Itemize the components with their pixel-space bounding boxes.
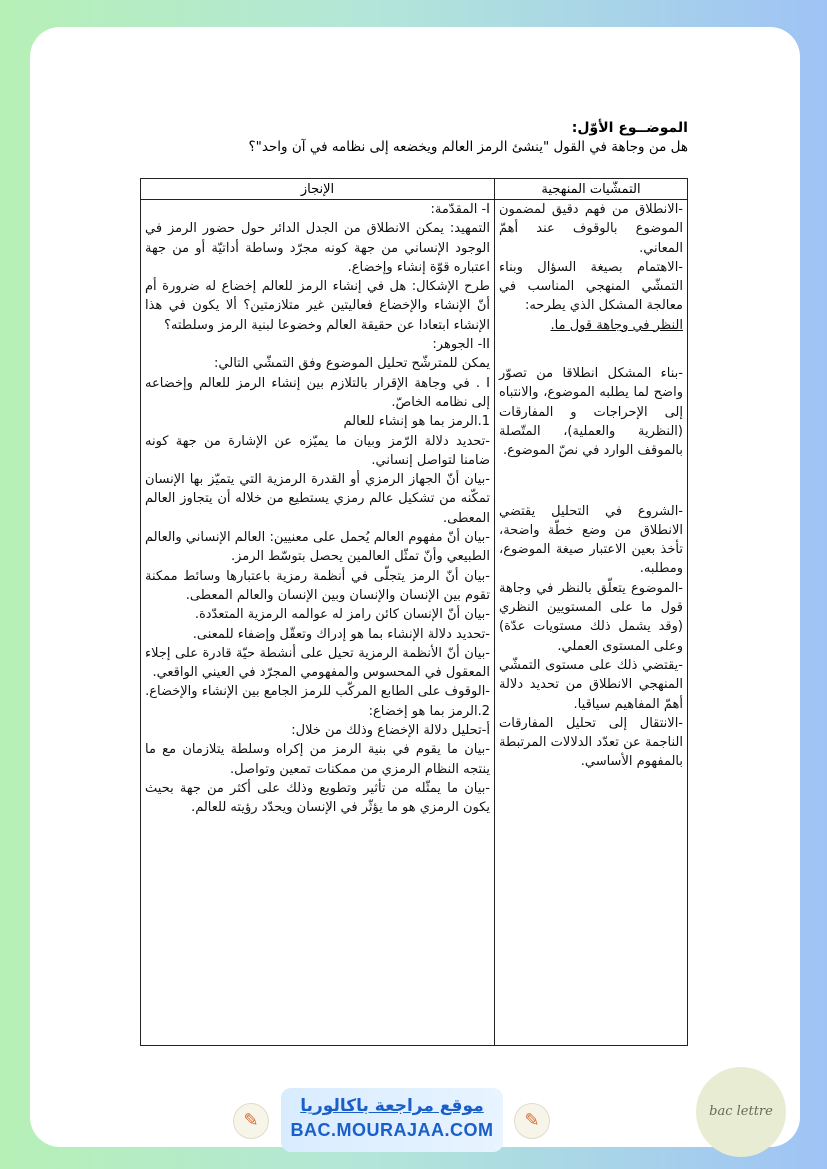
bac-lettre-logo: bac lettre	[696, 1067, 786, 1157]
achievement-text	[145, 200, 490, 818]
achievement-line: 1.الرمز بما هو إنشاء للعالم	[343, 414, 490, 430]
achievement-cell	[141, 200, 495, 1046]
site-link[interactable]	[281, 1088, 503, 1152]
answer-table	[140, 178, 688, 1046]
method-line: -الانطلاق من فهم دقيق لمضمون الموضوع بالوقوف عند أهمّ المعاني.	[499, 202, 683, 256]
achievement-line: أ-تحليل دلالة الإخضاع وذلك من خلال:	[291, 723, 490, 739]
methodology-cell	[495, 200, 688, 1046]
achievement-line: -بيان أنّ الإنسان كائن رامز له عوالمه الرمزية المتعدّدة.	[194, 607, 490, 623]
achievement-line: -بيان أنّ مفهوم العالم يُحمل على معنيين: العالم الإنساني والعالم الطبيعي وأنّ تمثّل العالمين يحصل بتوسّط الرمز.	[145, 530, 490, 565]
header-methodology: التمشّيات المنهجية	[495, 179, 688, 200]
achievement-line: 2.الرمز بما هو إخضاع:	[368, 703, 490, 719]
achievement-line: II- الجوهر:	[432, 337, 490, 353]
site-name-arabic[interactable]: موقع مراجعة باكالوريا	[300, 1096, 484, 1116]
methodology-text	[499, 200, 683, 772]
achievement-line: -بيان أنّ الجهاز الرمزي أو القدرة الرمزية التي يتميّز بها الإنسان تمكّنه من تشكيل عالم رمزي يستطيع من خلاله أن يتجاوز العالم المعطى.	[145, 472, 490, 526]
achievement-line: يمكن للمترشّح تحليل الموضوع وفق التمشّي التالي:	[214, 356, 490, 372]
achievement-line: -بيان ما يمثّله من تأثير وتطويع وذلك على أكثر من جهة بحيث يكون الرمزي هو ما يؤثّر في الإنسان ويحدّد رؤيته للعالم.	[145, 780, 490, 816]
book-icon: ✎	[233, 1103, 269, 1139]
method-line: -الانتقال إلى تحليل المفارقات الناجمة عن تعدّد الدلالات المرتبطة بالمفهوم الأساسي.	[499, 715, 683, 770]
achievement-line: I- المقدّمة:	[430, 202, 490, 217]
method-line: -بناء المشكل انطلاقا من تصوّر واضح لما يطلبه الموضوع، والانتباه إلى الإحراجات و المفارقات (النظرية والعملية)، المتّصلة بالموقف الوارد في نصّ الموضوع.	[499, 366, 683, 459]
site-domain[interactable]: BAC.MOURAJAA.COM	[290, 1120, 494, 1140]
achievement-line: -بيان أنّ الرمز يتجلّى في أنظمة رمزية باعتبارها وسائط ممكنة تقوم بين الإنسان والإنسان وبين الإنسان والعالم المعطى.	[145, 568, 490, 603]
achievement-line: التمهيد: يمكن الانطلاق من الجدل الدائر حول حضور الرمز في الوجود الإنساني من جهة كونه مجرّد وساطة أداتيّة أو من جهة اعتباره قوّة إنشاء وإخضاع.	[145, 221, 490, 275]
topic-heading: الموضــوع الأوّل:	[571, 120, 688, 136]
method-underlined: النظر في وجاهة قول ما.	[550, 317, 683, 333]
method-line: -الموضوع يتعلّق بالنظر في وجاهة قول ما على المستويين النظري (وقد يشمل ذلك مستويات عدّة) وعلى المستوى العملي.	[499, 580, 683, 654]
achievement-line: -تحديد دلالة الإنشاء بما هو إدراك وتعقّل وإضفاء للمعنى.	[192, 626, 490, 642]
achievement-line: -تحديد دلالة الرّمز وبيان ما يميّزه عن الإشارة من جهة كونه ضامنا لتواصل إنساني.	[145, 433, 490, 468]
topic-question: هل من وجاهة في القول "ينشئ الرمز العالم ويخضعه إلى نظامه في آن واحد"؟	[248, 139, 688, 155]
achievement-line: I . في وجاهة الإقرار بالتلازم بين إنشاء الرمز للعالم وإخضاعه إلى نظامه الخاصّ.	[145, 375, 490, 410]
header-achievement: الإنجاز	[141, 179, 495, 200]
method-line: -الاهتمام بصيغة السؤال وبناء التمشّي المنهجي المناسب في معالجة المشكل الذي يطرحه:	[499, 259, 683, 314]
achievement-line: طرح الإشكال: هل في إنشاء الرمز للعالم إخضاع له ضرورة أم أنّ الإنشاء والإخضاع فعاليتين غير متلازمتين؟ ألا يكون في هذا الإنشاء ابتعادا عن حقيقة العالم وخضوعا لبنية الرمز وسلطته؟	[145, 279, 490, 333]
topic-block	[140, 118, 688, 157]
method-line: -الشروع في التحليل يقتضي الانطلاق من وضع خطّة واضحة، تأخذ بعين الاعتبار صيغة الموضوع، ومطلبه.	[499, 503, 683, 577]
book-icon: ✎	[514, 1103, 550, 1139]
achievement-line: -بيان ما يقوم في بنية الرمز من إكراه وسلطة يتلازمان مع ما ينتجه النظام الرمزي من ممكنات تمعين وتواصل.	[145, 742, 490, 777]
method-line: -يقتضي ذلك على مستوى التمشّي المنهجي الانطلاق من تحديد دلالة أهمّ المفاهيم سياقيا.	[499, 657, 683, 712]
achievement-line: -الوقوف على الطابع المركّب للرمز الجامع بين الإنشاء والإخضاع.	[145, 684, 490, 700]
achievement-line: -بيان أنّ الأنظمة الرمزية تحيل على أنشطة حيّة قادرة على إجلاء المعقول في المحسوس والمفهومي المجرّد في العيني الواقعي.	[145, 645, 490, 681]
